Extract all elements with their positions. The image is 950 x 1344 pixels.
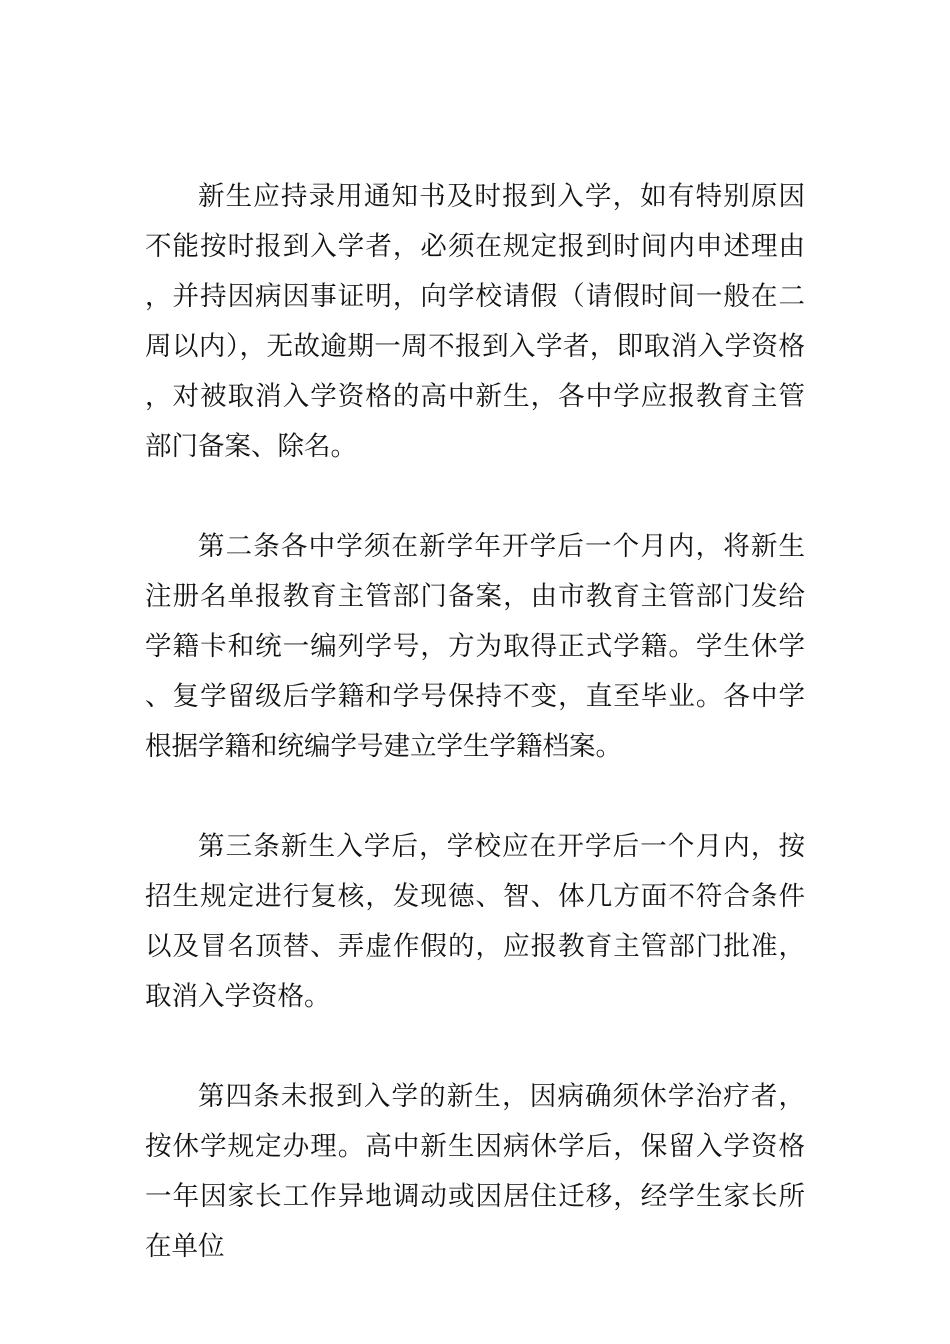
document-body bbox=[145, 172, 805, 1272]
paragraph-enrollment-reporting: 新生应持录用通知书及时报到入学，如有特别原因不能按时报到入学者，必须在规定报到时间内申述理由，并持因病因事证明，向学校请假（请假时间一般在二周以内），无故逾期一周不报到入学者，即取消入学资格，对被取消入学资格的高中新生，各中学应报教育主管部门备案、除名。 bbox=[145, 181, 805, 462]
paragraph-article-3-verification: 第三条新生入学后，学校应在开学后一个月内，按招生规定进行复核，发现德、智、体几方面不符合条件以及冒名顶替、弄虚作假的，应报教育主管部门批准，取消入学资格。 bbox=[145, 831, 805, 1012]
paragraph-article-2-registration: 第二条各中学须在新学年开学后一个月内，将新生注册名单报教育主管部门备案，由市教育主管部门发给学籍卡和统一编列学号，方为取得正式学籍。学生休学、复学留级后学籍和学号保持不变，直至毕业。各中学根据学籍和统编学号建立学生学籍档案。 bbox=[145, 531, 805, 762]
paragraph-article-4-deferral: 第四条未报到入学的新生，因病确须休学治疗者，按休学规定办理。高中新生因病休学后，保留入学资格一年因家长工作异地调动或因居住迁移，经学生家长所在单位 bbox=[145, 1081, 805, 1262]
